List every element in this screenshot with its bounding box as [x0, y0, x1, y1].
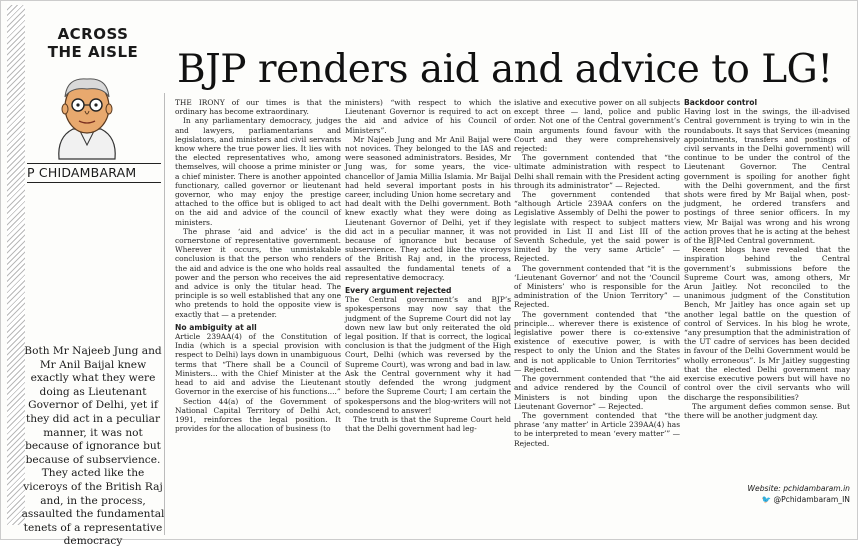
twitter-bird-icon: 🐦	[761, 495, 772, 504]
paragraph: Mr Najeeb Jung and Mr Anil Baijal were not novices. They belonged to the IAS and were seasoned administrators. Besides, Mr Jung was, for some years, the vice-chancellor of Jamia Millia Islamia. Mr Baijal had held several important posts in his career, including Union home secretary and had dealt with the Delhi government. Both knew exactly what they were doing as Lieutenant Governor of Delhi, yet if they did act in a peculiar manner, it was not because of ignorance but because of subservience. They acted like the viceroys of the British Raj and, in the process, assaulted the fundamental tenets of a representative democracy.	[345, 134, 511, 282]
twitter-handle-text: @Pchidambaram_IN	[773, 495, 850, 504]
paragraph: Article 239AA(4) of the Constitution of India (which is a special provision with respect to Delhi) lays down in unambiguous terms that “There shall be a Council of Ministers... with the Chief Minister at the head to aid and advise the Lieutenant Governor in the exercise of his functions....”	[175, 332, 341, 397]
subheading: No ambiguity at all	[175, 322, 257, 332]
body-column-3	[514, 98, 680, 448]
paragraph: Section 44(a) of the Government of National Capital Territory of Delhi Act, 1991, reinforces the legal position. It provides for the allocation of business (to	[175, 396, 341, 434]
paragraph: The truth is that the Supreme Court held that the Delhi government had leg-	[345, 414, 511, 434]
paragraph: The government contended that “the aid and advice rendered by the Council of Ministers is not binding upon the Lieutenant Governor” — Rejected.	[514, 374, 680, 411]
paragraph: The Central government’s and BJP’s spokespersons may now say that the judgment of the Supreme Court did not lay down new law but only reiterated the old legal position. If that is correct, the logical conclusion is that the judgment of the High Court, Delhi (which was reversed by the Supreme Court), was wrong and bad in law. Ask the Central government why it had stoutly defended the wrong judgment before the Supreme Court; I am certain the spokespersons and the blog-writers will not condescend to answer!	[345, 295, 511, 415]
paragraph: The phrase ‘aid and advice’ is the cornerstone of representative government. Wherever it occurs, the unmistakable conclusion is that the person who renders the aid and advice is the one who holds real power and the person who receives the aid and advice is only the titular head. The principle is so well established that any one who pretends to hold the opposite view is exactly that — a pretender.	[175, 226, 341, 319]
paragraph: In any parliamentary democracy, judges and lawyers, parliamentarians and legislators, and ministers and civil servants know where the true power lies. It lies with the elected representatives who, among themselves, will choose a prime minister or a chief minister. There is another appointed functionary, called governor or lieutenant governor, who may enjoy the prestige attached to the office but is obliged to act on the aid and advice of the council of ministers.	[175, 116, 341, 227]
paragraph: The government contended that “it is the ‘Lieutenant Governor’ and not the ‘Council of Ministers’ who is responsible for the administration of the Union Territory” — Rejected.	[514, 263, 680, 310]
body-column-2	[345, 98, 511, 433]
author-caricature	[37, 67, 137, 163]
paragraph: The government contended that “the ultimate administration with respect to Delhi shall remain with the President acting through its administrator” — Rejected.	[514, 153, 680, 190]
paragraph: ministers) “with respect to which the Lieutenant Governor is required to act on the aid and advice of his Council of Ministers”.	[345, 98, 511, 135]
paragraph: Having lost in the swings, the ill-advised Central government is trying to win in the roundabouts. It says that Services (meaning appointments, transfers and postings of civil servants in the Delhi government) will continue to be under the control of the Lieutenant Governor. The Central government is spoiling for another fight with the Delhi government, and the first shots were fired by Mr Baijal when, post-judgment, he ordered transfers and postings of three senior officers. In my view, Mr Baijal was wrong and his wrong action proves that he is acting at the behest of the BJP-led Central government.	[684, 107, 850, 246]
paragraph: islative and executive power on all subjects except three — land, police and public order. Not one of the Central government’s main arguments found favour with the Court and they were comprehensively rejected:	[514, 98, 680, 154]
body-column-1	[175, 98, 341, 433]
paragraph: The government contended that “the principle... wherever there is existence of legislative power there is co-extensive existence of executive power, is with respect to only the Union and the States and is not applicable to Union Territories” — Rejected.	[514, 309, 680, 374]
column-name-line1: ACROSS	[57, 25, 129, 43]
paragraph: The government contended that “although Article 239AA confers on the Legislative Assembly of Delhi the power to legislate with respect to subject matters provided in List II and List III of the Seventh Schedule, yet the said power is limited by the very same Article” — Rejected.	[514, 190, 680, 264]
subheading: Every argument rejected	[345, 286, 452, 296]
byline-rule-bottom	[27, 182, 161, 183]
column-divider	[164, 93, 165, 535]
headline: BJP renders aid and advice to LG!	[177, 47, 833, 92]
subheading: Backdoor control	[684, 98, 758, 107]
paragraph: Recent blogs have revealed that the inspiration behind the Central government’s submissions before the Supreme Court was, among others, Mr Arun Jaitley. Not reconciled to the unanimous judgment of the Constitution Bench, Mr Jaitley has once again set up another legal battle on the question of control of Services. In his blog he wrote, “any presumption that the administration of the UT cadre of services has been decided in favour of the Delhi Government would be wholly erroneous”. Is Mr Jaitley suggesting that the elected Delhi government may exercise executive powers but will have no control over the civil servants who will discharge the responsibilities?	[684, 245, 850, 402]
paragraph: The argument defies common sense. But there will be another judgment day.	[684, 401, 850, 420]
author-signature	[684, 483, 850, 505]
paragraph: THE IRONY of our times is that the ordinary has become extraordinary.	[175, 98, 341, 117]
column-name	[33, 25, 153, 61]
column-sidebar	[7, 5, 165, 548]
author-byline: P CHIDAMBARAM	[27, 165, 137, 180]
byline-rule-top	[27, 163, 161, 164]
body-column-4	[684, 98, 850, 420]
column-name-line2: THE AISLE	[47, 43, 139, 61]
website-link[interactable]: Website: pchidambaram.in	[747, 484, 850, 493]
paragraph: The government contended that “the phrase ‘any matter’ in Article 239AA(4) has to be interpreted to mean ‘every matter’” — Rejected.	[514, 410, 680, 448]
pull-quote: Both Mr Najeeb Jung and Mr Anil Baijal knew exactly what they were doing as Lieutenant Governor of Delhi, yet if they did act in a peculiar manner, it was not because of ignorance but because of subservience. They acted like the viceroys of the British Raj and, in the process, assaulted the fundamental tenets of a representative democracy	[21, 345, 165, 548]
twitter-handle[interactable]	[684, 494, 850, 505]
